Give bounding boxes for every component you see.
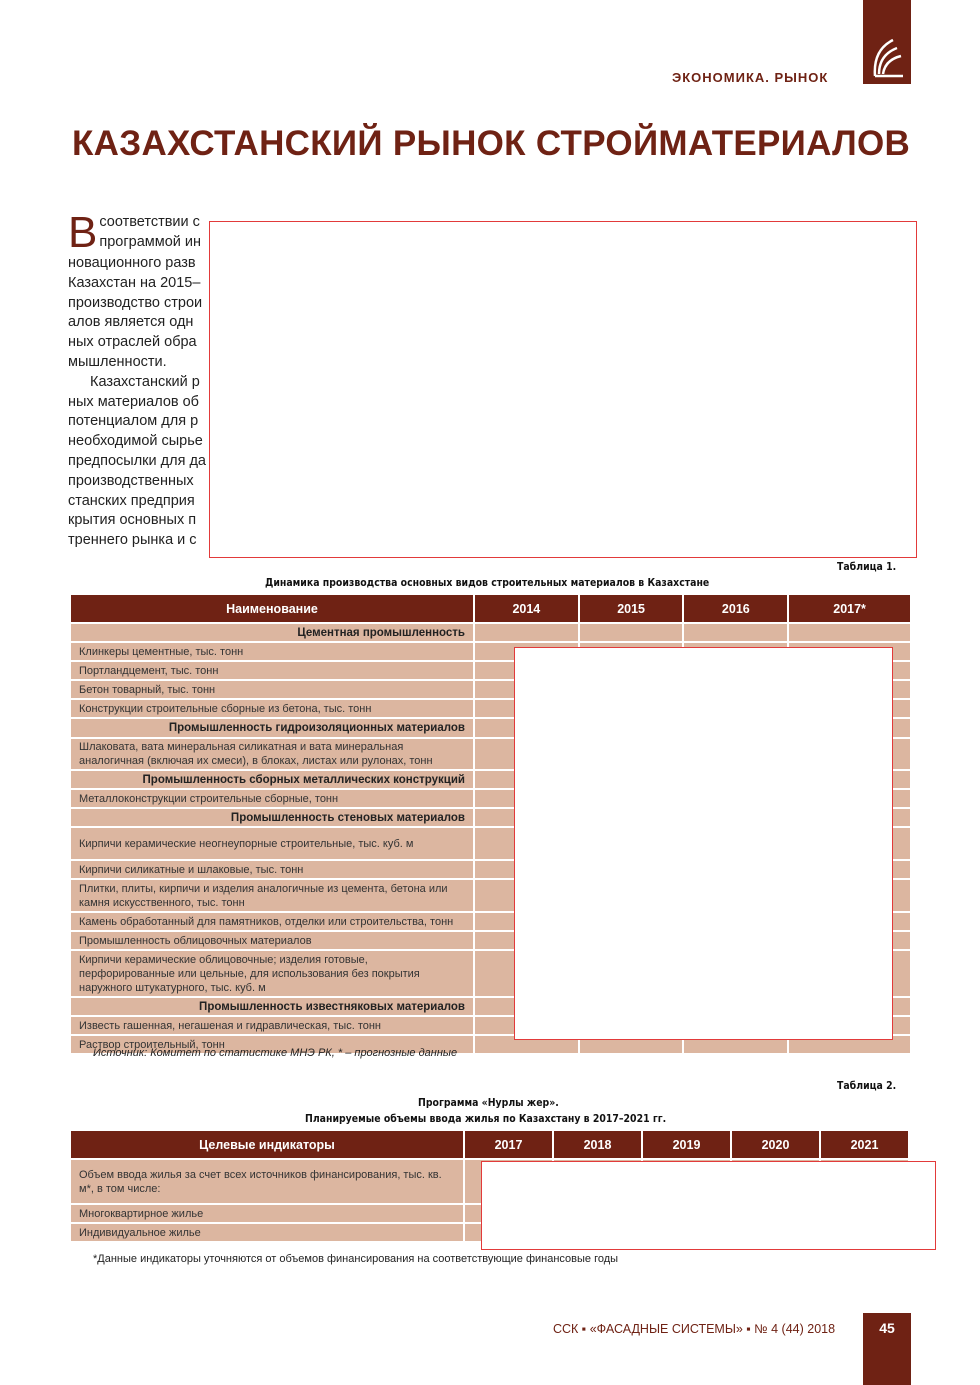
body-line: потенциалом для р (68, 413, 199, 430)
body-line: алов является одн (68, 314, 194, 331)
row-label: Плитки, плиты, кирпичи и изделия аналогичные из цемента, бетона или камня искусственного, тыс. тонн (71, 880, 473, 911)
article-title: КАЗАХСТАНСКИЙ РЫНОК СТРОЙМАТЕРИАЛОВ (72, 124, 911, 163)
row-label: Промышленность облицовочных материалов (71, 932, 473, 949)
table1-caption: Динамика производства основных видов строительных материалов в Казахстане (265, 576, 710, 589)
body-line: треннего рынка и с (68, 532, 197, 549)
row-label: Раствор строительный, тонн (71, 1036, 473, 1053)
column-header: 2019 (643, 1131, 730, 1158)
section-filler-cell (580, 624, 683, 641)
magazine-logo (863, 0, 911, 84)
table2-caption-title: Программа «Нурлы жер». (418, 1096, 559, 1109)
column-header: 2020 (732, 1131, 819, 1158)
column-header: Целевые индикаторы (71, 1131, 463, 1158)
table1-source: Источник: Комитет по статистике МНЭ РК, * – прогнозные данные (93, 1047, 458, 1059)
drop-cap-lines (99, 213, 209, 253)
footer-publication: ССК ▪ «ФАСАДНЫЕ СИСТЕМЫ» ▪ № 4 (44) 2018 (553, 1322, 836, 1336)
body-line: ных отраслей обра (68, 334, 197, 351)
wave-logo-icon (863, 0, 911, 84)
table2-note: *Данные индикаторы уточняются от объемов финансирования на соответствующие финансовые годы (93, 1253, 619, 1265)
table1-label: Таблица 1. (837, 560, 897, 573)
table2-label: Таблица 2. (837, 1079, 897, 1092)
row-label: Индивидуальное жилье (71, 1224, 463, 1241)
body-line: необходимой сырье (68, 433, 203, 450)
section-label: ЭКОНОМИКА. РЫНОК (672, 70, 829, 85)
body-line: Казахстан на 2015– (68, 274, 201, 291)
section-title: Промышленность гидроизоляционных материалов (71, 719, 473, 737)
section-title: Промышленность сборных металлических конструкций (71, 771, 473, 788)
row-label: Портландцемент, тыс. тонн (71, 662, 473, 679)
section-filler-cell (684, 624, 787, 641)
body-line: Казахстанский р (90, 373, 200, 390)
section-filler-cell (475, 624, 578, 641)
body-line: ных материалов об (68, 393, 199, 410)
row-label: Шлаковата, вата минеральная силикатная и вата минеральная аналогичная (включая их смеси), в блоках, листах или рулонах, тонн (71, 739, 473, 769)
column-header: Наименование (71, 595, 473, 622)
section-title: Цементная промышленность (71, 624, 473, 641)
row-label: Объем ввода жилья за счет всех источников финансирования, тыс. кв. м*, в том числе: (71, 1160, 463, 1203)
row-label: Камень обработанный для памятников, отделки или строительства, тонн (71, 913, 473, 930)
section-row (71, 624, 910, 641)
body-line: производство строи (68, 294, 203, 311)
column-header: 2017* (789, 595, 910, 622)
column-header: 2015 (580, 595, 683, 622)
row-label: Конструкции строительные сборные из бетона, тыс. тонн (71, 700, 473, 717)
drop-cap-row (68, 213, 209, 257)
body-line: предпосылки для да (68, 452, 206, 469)
drop-cap: В (68, 213, 98, 257)
column-header: 2018 (554, 1131, 641, 1158)
body-line: крытия основных п (68, 512, 197, 529)
section-title: Промышленность стеновых материалов (71, 809, 473, 826)
article-body (68, 213, 209, 551)
row-label: Известь гашенная, негашеная и гидравлическая, тыс. тонн (71, 1017, 473, 1034)
body-line: производственных (68, 472, 194, 489)
column-header: 2021 (821, 1131, 908, 1158)
body-line: станских предприя (68, 492, 195, 509)
table2-caption-subtitle: Планируемые объемы ввода жилья по Казахстану в 2017–2021 гг. (305, 1112, 667, 1125)
column-header: 2017 (465, 1131, 552, 1158)
redacted-region (481, 1161, 936, 1250)
body-line: программой ин (99, 233, 201, 250)
column-header: 2016 (684, 595, 787, 622)
redacted-region (514, 647, 893, 1040)
row-label: Клинкеры цементные, тыс. тонн (71, 643, 473, 660)
row-label: Кирпичи силикатные и шлаковые, тыс. тонн (71, 861, 473, 878)
body-line: новационного разв (68, 255, 196, 271)
row-label: Металлоконструкции строительные сборные, тонн (71, 790, 473, 807)
column-header: 2014 (475, 595, 578, 622)
body-line: мышленности. (68, 353, 167, 370)
row-label: Бетон товарный, тыс. тонн (71, 681, 473, 698)
section-filler-cell (789, 624, 910, 641)
row-label: Многоквартирное жилье (71, 1205, 463, 1222)
redacted-region (209, 221, 917, 558)
row-label: Кирпичи керамические неогнеупорные строительные, тыс. куб. м (71, 828, 473, 859)
body-line: соответствии с (99, 214, 200, 230)
section-title: Промышленность известняковых материалов (71, 998, 473, 1015)
row-label: Кирпичи керамические облицовочные; изделия готовые, перфорированные или цельные, для использования без покрытия наружного штукатурного, тыс. куб. м (71, 951, 473, 996)
page-number: 45 (863, 1313, 911, 1385)
